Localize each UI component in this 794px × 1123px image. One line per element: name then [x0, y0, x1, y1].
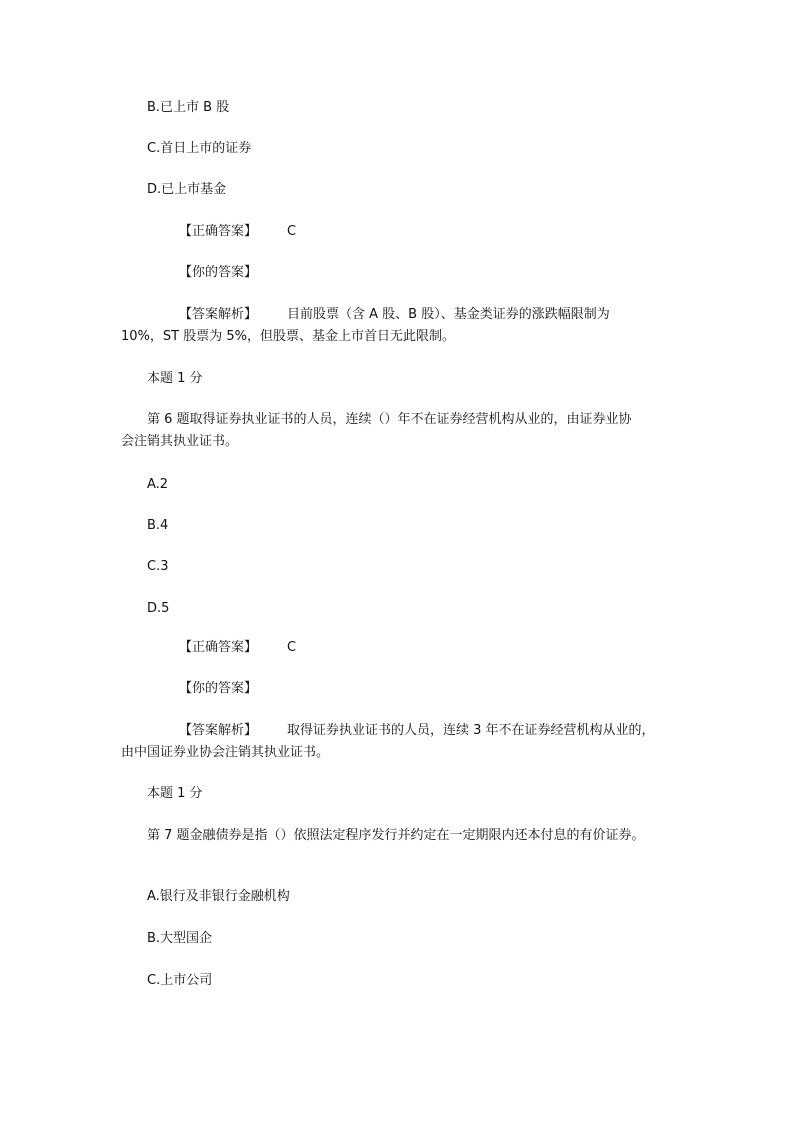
q6-option-a: A.2	[147, 477, 169, 492]
q6-option-c: C.3	[147, 559, 169, 574]
q5-correct-value: C	[287, 224, 297, 239]
q6-analysis-label: 【答案解析】	[179, 723, 258, 738]
q5-option-d: D.已上市基金	[147, 182, 227, 197]
q6-score: 本题 1 分	[147, 786, 203, 801]
q5-option-b: B.已上市 B 股	[147, 100, 230, 115]
q5-analysis-text: 目前股票（含 A 股、B 股）、基金类证券的涨跌幅限制为	[287, 307, 610, 322]
q6-question-cont: 会注销其执业证书。	[121, 434, 239, 449]
q6-correct-label: 【正确答案】	[179, 640, 258, 655]
q6-question: 第 6 题取得证券执业证书的人员，连续（）年不在证券经营机构从业的，由证券业协	[147, 412, 632, 427]
q5-analysis-label: 【答案解析】	[179, 307, 258, 322]
q7-question: 第 7 题金融债券是指（）依照法定程序发行并约定在一定期限内还本付息的有价证券。	[147, 828, 645, 843]
q7-option-c: C.上市公司	[147, 973, 213, 988]
q7-option-a: A.银行及非银行金融机构	[147, 889, 290, 904]
q6-your-answer: 【你的答案】	[179, 681, 258, 696]
q5-correct-label: 【正确答案】	[179, 224, 258, 239]
q5-analysis-cont: 10%，ST 股票为 5%，但股票、基金上市首日无此限制。	[121, 329, 455, 344]
q6-analysis-text: 取得证券执业证书的人员，连续 3 年不在证券经营机构从业的，	[287, 723, 655, 738]
q6-option-b: B.4	[147, 518, 169, 533]
q5-correct-answer	[179, 223, 296, 241]
q6-analysis-cont: 由中国证券业协会注销其执业证书。	[121, 745, 330, 760]
q5-score: 本题 1 分	[147, 371, 203, 386]
q7-option-b: B.大型国企	[147, 931, 213, 946]
q6-option-d: D.5	[147, 601, 170, 616]
q6-correct-value: C	[287, 640, 297, 655]
q6-analysis	[179, 722, 655, 740]
q5-your-answer: 【你的答案】	[179, 265, 258, 280]
q5-option-c: C.首日上市的证券	[147, 141, 252, 156]
q5-analysis	[179, 306, 610, 324]
q6-correct-answer	[179, 639, 296, 657]
